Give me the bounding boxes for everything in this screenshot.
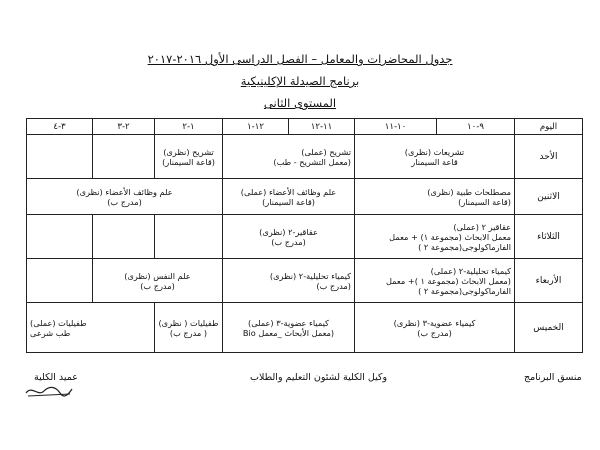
course-room: معمل الابحاث (مجموعة ١) + معمل (389, 231, 511, 242)
cell-wednesday-analytical-lab (355, 259, 515, 303)
cell-thursday-organic-theory (355, 303, 515, 353)
course-name: علم النفس (نظرى) (124, 270, 191, 281)
course-name: تشريعات (نظرى) (404, 146, 465, 157)
course-room: (قاعة السيمنار) (162, 156, 215, 167)
empty-cell (155, 215, 223, 259)
col-header-day: اليوم (515, 119, 583, 135)
level-label: المستوى الثانى (263, 96, 337, 110)
course-room: (قاعة السيمنار) (458, 196, 511, 207)
cell-wednesday-analytical-theory (223, 259, 355, 303)
col-header-12-1: ١٢-١ (223, 119, 289, 135)
day-thursday: الخميس (515, 303, 583, 353)
col-header-11-12: ١١-١٢ (289, 119, 355, 135)
col-header-10-11: ١٠-١١ (355, 119, 437, 135)
course-room: (مدرج ب) (140, 280, 175, 291)
course-name: كيمياء تحليلية-٢ (نظرى) (269, 270, 351, 281)
course-room: (معمل الأبحاث _معمل Bio (242, 327, 335, 338)
col-header-9-10: ٩-١٠ (437, 119, 515, 135)
coordinator-label: منسق البرنامج (524, 372, 582, 383)
course-name: كيمياء عضوية-٣ (عملى) (248, 317, 329, 328)
cell-tuesday-pharmacognosy-lab (355, 215, 515, 259)
course-name: تشريح (نظرى) (163, 146, 214, 157)
day-monday: الاثنين (515, 179, 583, 215)
empty-cell (27, 259, 93, 303)
row-monday (27, 179, 583, 215)
course-room: طب شرعى (30, 327, 71, 338)
course-name: تشريح (عملى) (301, 146, 351, 157)
course-name: طفيليات (عملى) (30, 317, 87, 328)
cell-monday-physiology-lab (223, 179, 355, 215)
dean-signature (24, 381, 74, 401)
row-wednesday (27, 259, 583, 303)
course-room: (معمل الابحاث (مجموعة ١ )+ معمل (385, 275, 511, 286)
empty-cell (93, 135, 155, 179)
empty-cell (27, 215, 93, 259)
course-room: قاعة السيمنار (411, 156, 458, 167)
col-header-2-3: ٢-٣ (93, 119, 155, 135)
cell-monday-terminology (355, 179, 515, 215)
col-header-3-4: ٣-٤ (27, 119, 93, 135)
course-room: (مدرج ب) (107, 196, 142, 207)
cell-thursday-parasitology-lab (27, 303, 155, 353)
row-tuesday (27, 215, 583, 259)
day-wednesday: الأربعاء (515, 259, 583, 303)
col-header-1-2: ١-٢ (155, 119, 223, 135)
course-room: (مدرج ب) (417, 327, 452, 338)
dean-label: عميد الكلية (34, 372, 78, 383)
cell-sunday-anatomy-lab (223, 135, 355, 179)
header-row (27, 119, 583, 135)
course-name: عقاقير-٢ (نظرى) (259, 226, 318, 237)
day-sunday: الأحد (515, 135, 583, 179)
course-room: الفارماكولوجى(مجموعة ٢ ) (418, 241, 511, 252)
schedule-table (26, 118, 583, 353)
day-tuesday: الثلاثاء (515, 215, 583, 259)
schedule-title: جدول المحاضرات والمعامل – الفصل الدراسى الأول ٢٠١٦-٢٠١٧ (147, 52, 453, 66)
cell-wednesday-psychology (93, 259, 223, 303)
row-sunday (27, 135, 583, 179)
course-name: مصطلحات طبية (نظرى) (427, 186, 511, 197)
cell-thursday-organic-lab (223, 303, 355, 353)
course-room: (معمل التشريح - طب) (273, 156, 351, 167)
cell-tuesday-pharmacognosy-theory (223, 215, 355, 259)
course-room: ( مدرج ب) (169, 327, 208, 338)
course-room: (مدرج ب) (316, 280, 351, 291)
course-name: علم وظائف الأعضاء (نظرى) (76, 186, 173, 197)
empty-cell (27, 135, 93, 179)
course-name: علم وظائف الأعضاء (عملى) (240, 186, 337, 197)
cell-sunday-legislation (355, 135, 515, 179)
row-thursday (27, 303, 583, 353)
course-room: (مدرج ب) (271, 236, 306, 247)
program-name: برنامج الصيدلة الإكلينيكية (240, 74, 360, 88)
course-name: عقاقير ٢ (عملى) (453, 221, 511, 232)
course-name: كيمياء عضوية-٣ (نظرى) (393, 317, 476, 328)
empty-cell (93, 215, 155, 259)
course-room: الفارماكولوجى(مجموعة ٢ ) (418, 285, 511, 296)
cell-monday-physiology-theory (27, 179, 223, 215)
course-room: (قاعة السيمنار) (262, 196, 315, 207)
cell-thursday-parasitology-theory (155, 303, 223, 353)
course-name: طفيليات ( نظرى) (158, 317, 219, 328)
course-name: كيمياء تحليلية-٢ (عملى) (430, 265, 511, 276)
cell-sunday-anatomy-theory (155, 135, 223, 179)
vice-dean-label: وكيل الكلية لشئون التعليم والطلاب (250, 372, 388, 383)
